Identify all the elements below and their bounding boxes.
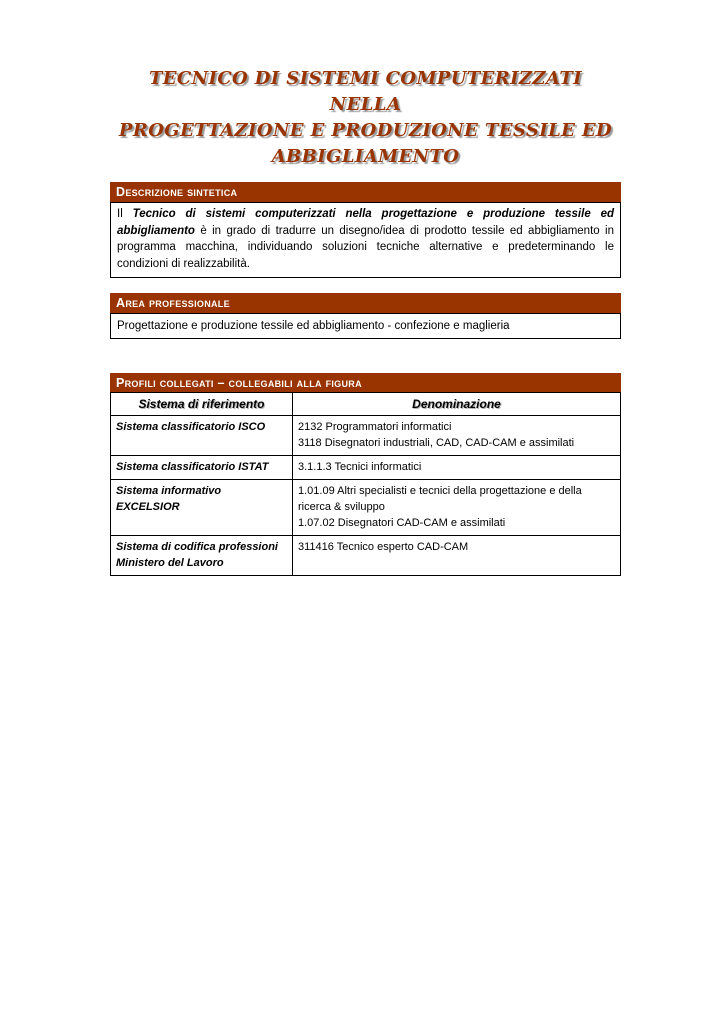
descrizione-sintetica-box <box>110 202 621 278</box>
section-header-profili-collegati: Profili collegati – collegabili alla figura <box>110 373 621 393</box>
system-cell-excelsior: Sistema informativo EXCELSIOR <box>111 480 293 536</box>
page-title <box>110 66 621 170</box>
denomination-line: 3118 Disegnatori industriali, CAD, CAD-CAM e assimilati <box>298 437 575 449</box>
section-area-professionale <box>110 293 621 339</box>
denomination-cell-istat <box>293 456 621 480</box>
column-header-denominazione: Denominazione <box>293 393 621 416</box>
descrizione-text <box>117 206 614 272</box>
denomination-line: 3.1.1.3 Tecnici informatici <box>298 461 422 473</box>
column-header-sistema-di-riferimento: Sistema di riferimento <box>111 393 293 416</box>
area-professionale-text: Progettazione e produzione tessile ed abbigliamento - confezione e maglieria <box>117 320 510 332</box>
denomination-cell-ministero-lavoro <box>293 536 621 576</box>
descrizione-rest: è in grado di tradurre un disegno/idea di prodotto tessile ed abbigliamento in programma macchina, individuando soluzioni tecniche alternative e predeterminando le condizioni di realizzabilità. <box>117 224 614 270</box>
section-header-descrizione-sintetica: Descrizione sintetica <box>110 182 621 202</box>
profili-table <box>110 392 621 576</box>
denomination-cell-excelsior <box>293 480 621 536</box>
section-profili-collegati <box>110 373 621 576</box>
denomination-line: 1.07.02 Disegnatori CAD-CAM e assimilati <box>298 517 506 529</box>
table-row-isco <box>111 416 621 456</box>
area-professionale-box <box>110 313 621 339</box>
denomination-line: 2132 Programmatori informatici <box>298 421 452 433</box>
table-header-row <box>111 393 621 416</box>
table-row-excelsior <box>111 480 621 536</box>
system-cell-istat: Sistema classificatorio ISTAT <box>111 456 293 480</box>
page-title-line-3: ABBIGLIAMENTO <box>271 146 460 167</box>
page-content <box>110 0 621 576</box>
table-row-ministero-lavoro <box>111 536 621 576</box>
page-title-line-1: TECNICO DI SISTEMI COMPUTERIZZATI NELLA <box>149 68 582 115</box>
descrizione-prefix: Il <box>117 208 133 220</box>
section-descrizione-sintetica <box>110 182 621 278</box>
descrizione-figure-name: Tecnico di sistemi computerizzati nella progettazione e produzione tessile ed abbigliamento <box>117 208 614 237</box>
denomination-line: 1.01.09 Altri specialisti e tecnici della progettazione e della ricerca & sviluppo <box>298 485 582 513</box>
system-cell-isco: Sistema classificatorio ISCO <box>111 416 293 456</box>
table-row-istat <box>111 456 621 480</box>
denomination-line: 311416 Tecnico esperto CAD-CAM <box>298 541 469 553</box>
section-header-area-professionale: Area professionale <box>110 293 621 313</box>
page-title-line-2: PROGETTAZIONE E PRODUZIONE TESSILE ED <box>118 120 613 141</box>
denomination-cell-isco <box>293 416 621 456</box>
system-cell-ministero-lavoro: Sistema di codifica professioni Ministero del Lavoro <box>111 536 293 576</box>
